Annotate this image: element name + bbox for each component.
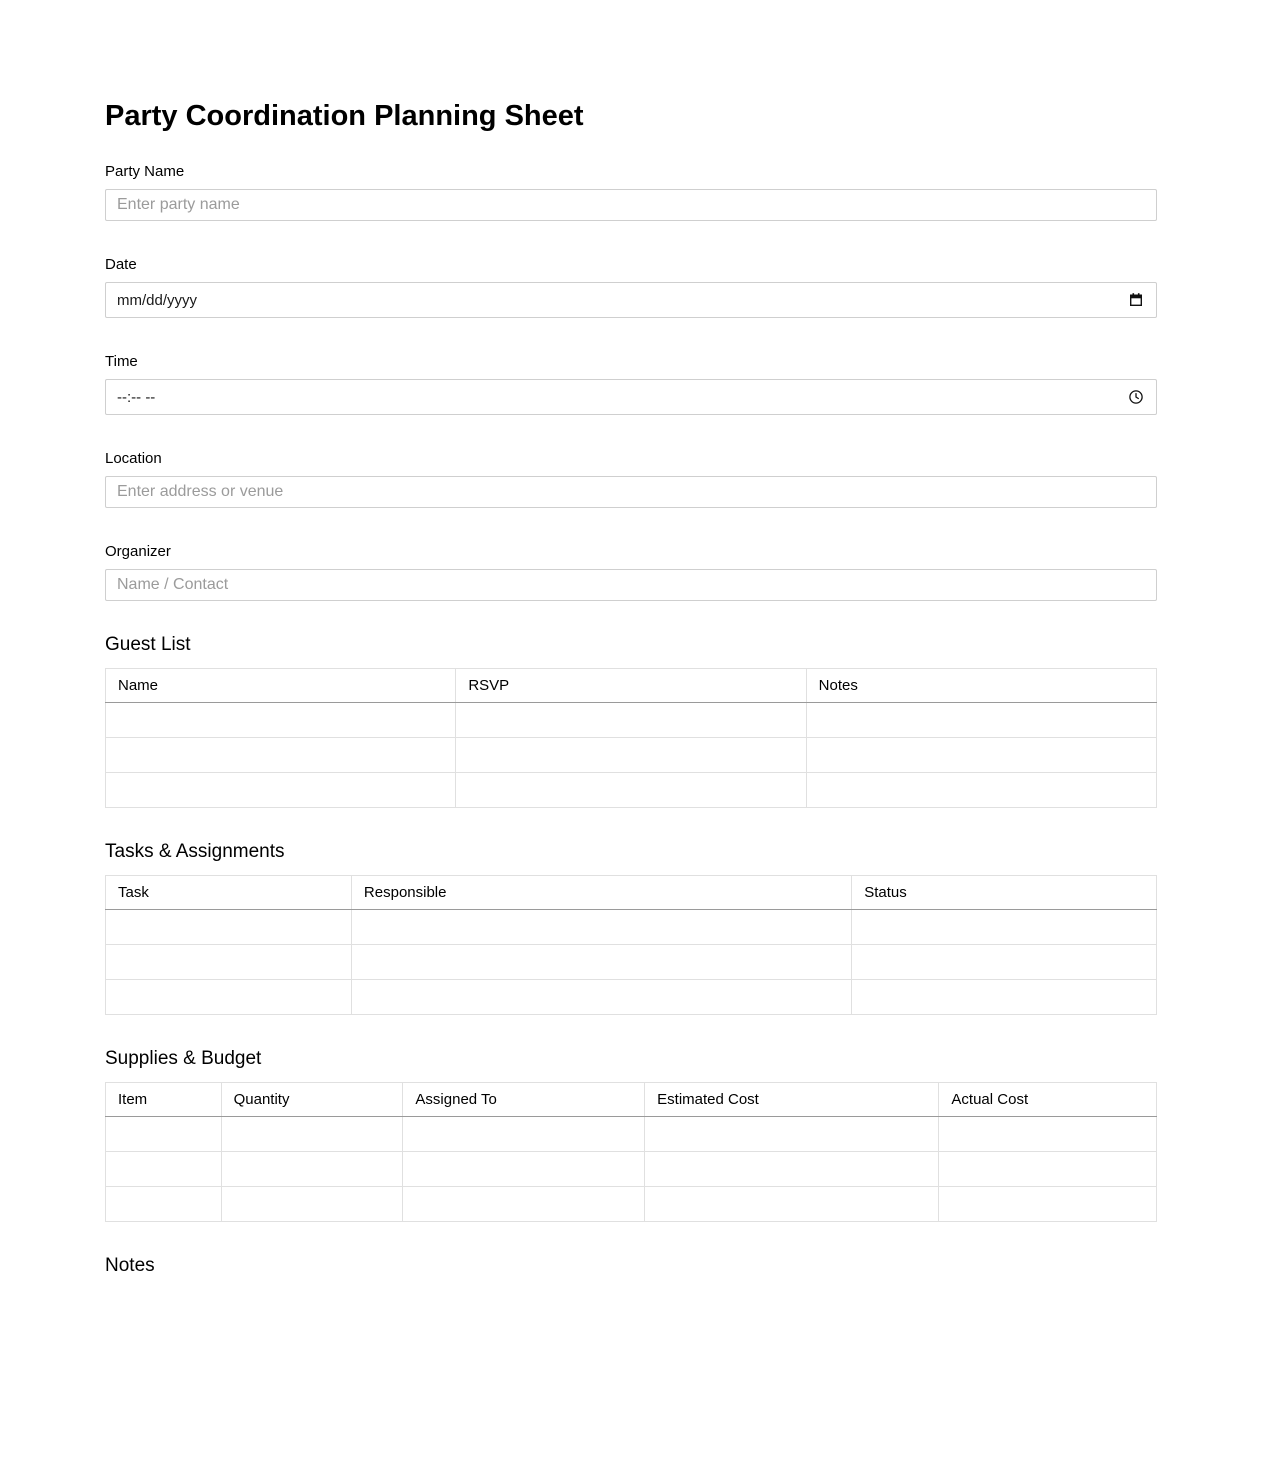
table-row	[106, 980, 1157, 1015]
table-cell	[106, 738, 456, 773]
notes-heading: Notes	[105, 1255, 155, 1276]
location-label: Location	[105, 450, 162, 467]
supply-col-actual-cost: Actual Cost	[939, 1083, 1157, 1117]
table-row	[106, 1117, 1157, 1152]
table-row	[106, 945, 1157, 980]
table-cell	[106, 1152, 222, 1187]
location-input[interactable]	[105, 476, 1157, 508]
table-cell	[645, 1117, 939, 1152]
table-cell	[351, 945, 851, 980]
field-time	[105, 351, 1157, 415]
table-cell	[106, 1117, 222, 1152]
supply-col-estimated-cost: Estimated Cost	[645, 1083, 939, 1117]
table-cell	[403, 1187, 645, 1222]
supplies-heading: Supplies & Budget	[105, 1048, 262, 1069]
table-cell	[106, 980, 352, 1015]
table-row	[106, 773, 1157, 808]
supply-col-assigned-to: Assigned To	[403, 1083, 645, 1117]
date-label: Date	[105, 256, 137, 273]
party-name-input[interactable]	[105, 189, 1157, 221]
date-value: mm/dd/yyyy	[117, 291, 198, 309]
supply-col-quantity: Quantity	[221, 1083, 403, 1117]
table-cell	[456, 738, 806, 773]
table-cell	[221, 1152, 403, 1187]
table-cell	[106, 945, 352, 980]
guest-col-rsvp: RSVP	[456, 669, 806, 703]
calendar-icon[interactable]	[1126, 290, 1146, 310]
table-cell	[645, 1187, 939, 1222]
table-cell	[852, 910, 1157, 945]
table-cell	[106, 910, 352, 945]
field-date	[105, 254, 1157, 318]
task-col-status: Status	[852, 876, 1157, 910]
table-cell	[106, 703, 456, 738]
table-cell	[939, 1187, 1157, 1222]
planning-sheet	[105, 0, 1157, 1277]
table-row	[106, 738, 1157, 773]
field-party-name	[105, 161, 1157, 221]
date-input[interactable]	[105, 282, 1157, 318]
time-input[interactable]	[105, 379, 1157, 415]
table-cell	[806, 738, 1156, 773]
time-value: --:-- --	[117, 388, 156, 406]
table-header-row	[106, 669, 1157, 703]
table-cell	[852, 945, 1157, 980]
table-cell	[456, 773, 806, 808]
table-cell	[456, 703, 806, 738]
table-cell	[403, 1117, 645, 1152]
field-location	[105, 448, 1157, 508]
task-col-task: Task	[106, 876, 352, 910]
table-cell	[221, 1117, 403, 1152]
page-title: Party Coordination Planning Sheet	[105, 100, 584, 132]
table-cell	[351, 980, 851, 1015]
table-cell	[939, 1152, 1157, 1187]
table-header-row	[106, 876, 1157, 910]
table-row	[106, 1187, 1157, 1222]
table-cell	[806, 773, 1156, 808]
time-label: Time	[105, 353, 138, 370]
table-cell	[645, 1152, 939, 1187]
tasks-heading: Tasks & Assignments	[105, 841, 285, 862]
organizer-label: Organizer	[105, 543, 171, 560]
field-organizer	[105, 541, 1157, 601]
supplies-table	[105, 1082, 1157, 1222]
party-name-label: Party Name	[105, 163, 185, 180]
tasks-table	[105, 875, 1157, 1015]
guest-list-table	[105, 668, 1157, 808]
table-cell	[806, 703, 1156, 738]
table-cell	[106, 773, 456, 808]
task-col-responsible: Responsible	[351, 876, 851, 910]
guest-list-heading: Guest List	[105, 634, 191, 655]
organizer-input[interactable]	[105, 569, 1157, 601]
supply-col-item: Item	[106, 1083, 222, 1117]
table-cell	[939, 1117, 1157, 1152]
table-cell	[852, 980, 1157, 1015]
table-row	[106, 703, 1157, 738]
guest-col-name: Name	[106, 669, 456, 703]
clock-icon[interactable]	[1126, 387, 1146, 407]
table-row	[106, 910, 1157, 945]
table-row	[106, 1152, 1157, 1187]
guest-col-notes: Notes	[806, 669, 1156, 703]
table-cell	[221, 1187, 403, 1222]
table-header-row	[106, 1083, 1157, 1117]
table-cell	[403, 1152, 645, 1187]
table-cell	[351, 910, 851, 945]
table-cell	[106, 1187, 222, 1222]
